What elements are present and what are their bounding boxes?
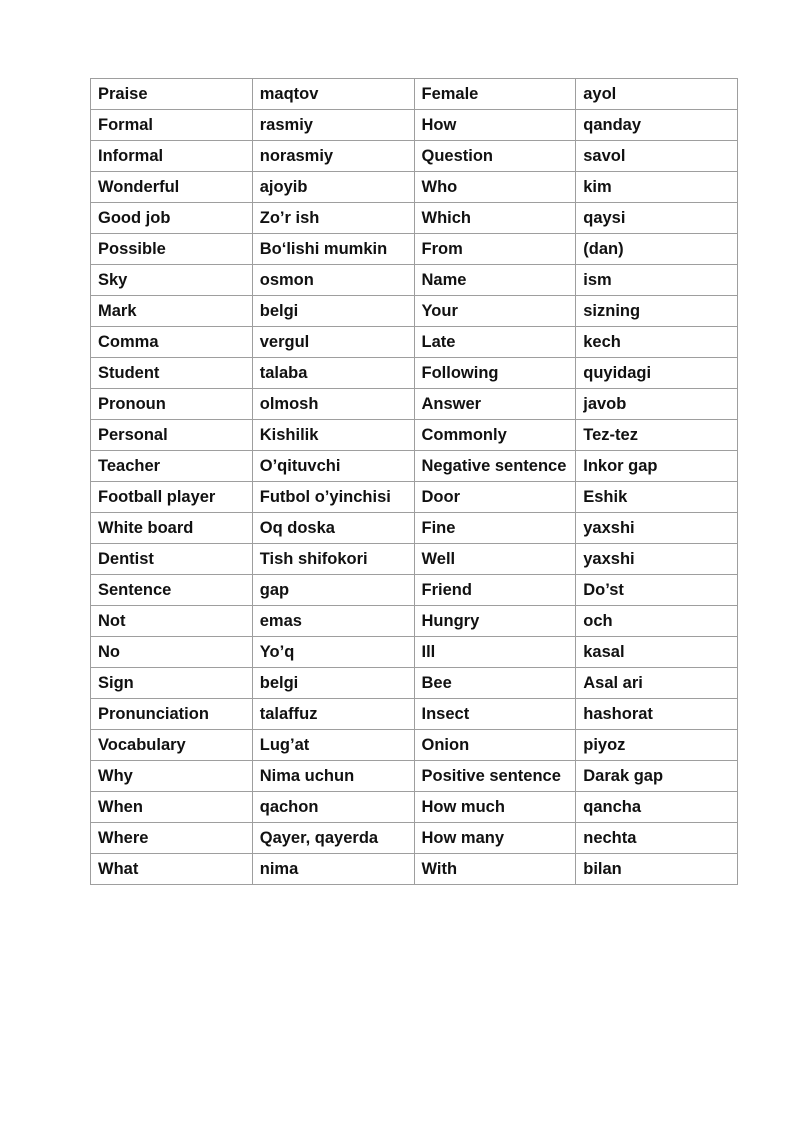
english-word-cell: How many: [414, 823, 576, 854]
table-row: [91, 141, 738, 172]
english-word-cell: Vocabulary: [91, 730, 253, 761]
uzbek-translation-cell: gap: [252, 575, 414, 606]
table-row: [91, 699, 738, 730]
uzbek-translation-cell: olmosh: [252, 389, 414, 420]
english-word-cell: Praise: [91, 79, 253, 110]
table-row: [91, 606, 738, 637]
table-row: [91, 327, 738, 358]
english-word-cell: Answer: [414, 389, 576, 420]
english-word-cell: Sky: [91, 265, 253, 296]
english-word-cell: Question: [414, 141, 576, 172]
english-word-cell: Which: [414, 203, 576, 234]
uzbek-translation-cell: qaysi: [576, 203, 738, 234]
uzbek-translation-cell: yaxshi: [576, 513, 738, 544]
uzbek-translation-cell: talaba: [252, 358, 414, 389]
uzbek-translation-cell: hashorat: [576, 699, 738, 730]
english-word-cell: Formal: [91, 110, 253, 141]
table-row: [91, 730, 738, 761]
table-row: [91, 854, 738, 885]
english-word-cell: Wonderful: [91, 172, 253, 203]
english-word-cell: Personal: [91, 420, 253, 451]
english-word-cell: Late: [414, 327, 576, 358]
table-row: [91, 296, 738, 327]
table-row: [91, 513, 738, 544]
english-word-cell: With: [414, 854, 576, 885]
uzbek-translation-cell: kasal: [576, 637, 738, 668]
english-word-cell: White board: [91, 513, 253, 544]
table-row: [91, 358, 738, 389]
uzbek-translation-cell: savol: [576, 141, 738, 172]
table-row: [91, 389, 738, 420]
english-word-cell: Pronunciation: [91, 699, 253, 730]
table-row: [91, 172, 738, 203]
english-word-cell: No: [91, 637, 253, 668]
uzbek-translation-cell: yaxshi: [576, 544, 738, 575]
uzbek-translation-cell: ism: [576, 265, 738, 296]
uzbek-translation-cell: qanday: [576, 110, 738, 141]
english-word-cell: Insect: [414, 699, 576, 730]
uzbek-translation-cell: Nima uchun: [252, 761, 414, 792]
table-row: [91, 761, 738, 792]
english-word-cell: Sentence: [91, 575, 253, 606]
table-row: [91, 420, 738, 451]
table-row: [91, 79, 738, 110]
uzbek-translation-cell: Kishilik: [252, 420, 414, 451]
uzbek-translation-cell: kim: [576, 172, 738, 203]
uzbek-translation-cell: belgi: [252, 296, 414, 327]
uzbek-translation-cell: quyidagi: [576, 358, 738, 389]
uzbek-translation-cell: Eshik: [576, 482, 738, 513]
english-word-cell: Fine: [414, 513, 576, 544]
uzbek-translation-cell: och: [576, 606, 738, 637]
english-word-cell: Friend: [414, 575, 576, 606]
uzbek-translation-cell: bilan: [576, 854, 738, 885]
uzbek-translation-cell: Futbol o’yinchisi: [252, 482, 414, 513]
uzbek-translation-cell: qancha: [576, 792, 738, 823]
uzbek-translation-cell: nechta: [576, 823, 738, 854]
vocabulary-table: [90, 78, 738, 885]
uzbek-translation-cell: nima: [252, 854, 414, 885]
table-row: [91, 234, 738, 265]
uzbek-translation-cell: qachon: [252, 792, 414, 823]
english-word-cell: Where: [91, 823, 253, 854]
english-word-cell: Commonly: [414, 420, 576, 451]
english-word-cell: Female: [414, 79, 576, 110]
uzbek-translation-cell: Bo‘lishi mumkin: [252, 234, 414, 265]
uzbek-translation-cell: vergul: [252, 327, 414, 358]
english-word-cell: What: [91, 854, 253, 885]
uzbek-translation-cell: maqtov: [252, 79, 414, 110]
vocabulary-table-body: [91, 79, 738, 885]
table-row: [91, 668, 738, 699]
uzbek-translation-cell: Do’st: [576, 575, 738, 606]
english-word-cell: Well: [414, 544, 576, 575]
english-word-cell: Comma: [91, 327, 253, 358]
uzbek-translation-cell: rasmiy: [252, 110, 414, 141]
english-word-cell: Good job: [91, 203, 253, 234]
english-word-cell: How much: [414, 792, 576, 823]
uzbek-translation-cell: norasmiy: [252, 141, 414, 172]
english-word-cell: Not: [91, 606, 253, 637]
english-word-cell: Following: [414, 358, 576, 389]
english-word-cell: Onion: [414, 730, 576, 761]
english-word-cell: Name: [414, 265, 576, 296]
uzbek-translation-cell: talaffuz: [252, 699, 414, 730]
english-word-cell: Possible: [91, 234, 253, 265]
english-word-cell: Hungry: [414, 606, 576, 637]
english-word-cell: Informal: [91, 141, 253, 172]
uzbek-translation-cell: emas: [252, 606, 414, 637]
uzbek-translation-cell: Inkor gap: [576, 451, 738, 482]
uzbek-translation-cell: osmon: [252, 265, 414, 296]
english-word-cell: Football player: [91, 482, 253, 513]
uzbek-translation-cell: Tez-tez: [576, 420, 738, 451]
english-word-cell: Positive sentence: [414, 761, 576, 792]
english-word-cell: Why: [91, 761, 253, 792]
table-row: [91, 265, 738, 296]
uzbek-translation-cell: Darak gap: [576, 761, 738, 792]
english-word-cell: When: [91, 792, 253, 823]
uzbek-translation-cell: sizning: [576, 296, 738, 327]
uzbek-translation-cell: Tish shifokori: [252, 544, 414, 575]
table-row: [91, 823, 738, 854]
table-row: [91, 203, 738, 234]
table-row: [91, 792, 738, 823]
english-word-cell: Who: [414, 172, 576, 203]
uzbek-translation-cell: piyoz: [576, 730, 738, 761]
english-word-cell: Dentist: [91, 544, 253, 575]
english-word-cell: Door: [414, 482, 576, 513]
english-word-cell: Sign: [91, 668, 253, 699]
table-row: [91, 451, 738, 482]
english-word-cell: Pronoun: [91, 389, 253, 420]
english-word-cell: Your: [414, 296, 576, 327]
uzbek-translation-cell: Oq doska: [252, 513, 414, 544]
table-row: [91, 544, 738, 575]
uzbek-translation-cell: (dan): [576, 234, 738, 265]
english-word-cell: How: [414, 110, 576, 141]
uzbek-translation-cell: belgi: [252, 668, 414, 699]
english-word-cell: Mark: [91, 296, 253, 327]
english-word-cell: From: [414, 234, 576, 265]
uzbek-translation-cell: Yo’q: [252, 637, 414, 668]
table-row: [91, 110, 738, 141]
uzbek-translation-cell: O’qituvchi: [252, 451, 414, 482]
english-word-cell: Negative sentence: [414, 451, 576, 482]
table-row: [91, 482, 738, 513]
english-word-cell: Student: [91, 358, 253, 389]
english-word-cell: Ill: [414, 637, 576, 668]
table-row: [91, 637, 738, 668]
uzbek-translation-cell: javob: [576, 389, 738, 420]
uzbek-translation-cell: Qayer, qayerda: [252, 823, 414, 854]
uzbek-translation-cell: Asal ari: [576, 668, 738, 699]
uzbek-translation-cell: Zo’r ish: [252, 203, 414, 234]
english-word-cell: Bee: [414, 668, 576, 699]
uzbek-translation-cell: ajoyib: [252, 172, 414, 203]
uzbek-translation-cell: Lug’at: [252, 730, 414, 761]
uzbek-translation-cell: ayol: [576, 79, 738, 110]
uzbek-translation-cell: kech: [576, 327, 738, 358]
english-word-cell: Teacher: [91, 451, 253, 482]
table-row: [91, 575, 738, 606]
